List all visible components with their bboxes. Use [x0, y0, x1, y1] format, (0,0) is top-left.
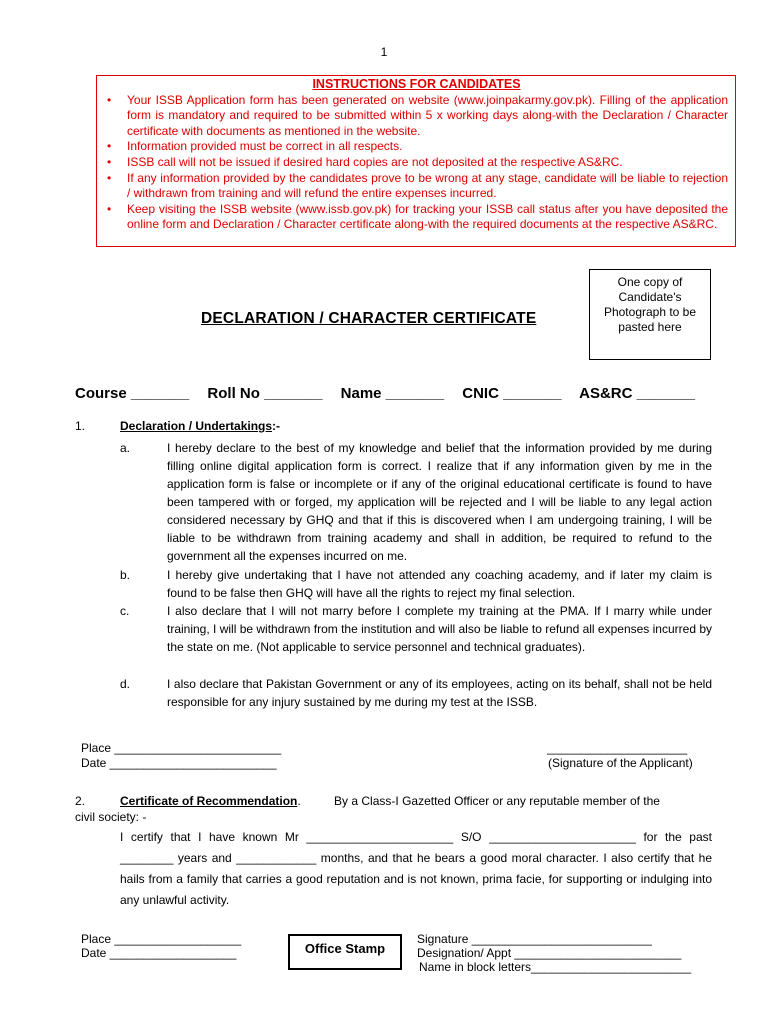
bullet-icon: •: [107, 201, 112, 216]
date-field[interactable]: Date _________________________: [81, 756, 277, 770]
instruction-item: • ISSB call will not be issued if desired hard copies are not deposited at the respective AS&RC.: [107, 154, 623, 169]
asrc-field[interactable]: AS&RC _______: [579, 385, 696, 402]
photo-box: One copy of Candidate's Photograph to be pasted here: [589, 269, 711, 360]
page-number: 1: [380, 45, 388, 59]
declaration-item-d: d. I also declare that Pakistan Government or any of its employees, acting on its behalf, shall not be held responsible for any injury sustained by me during my test at the ISSB.: [120, 677, 712, 709]
declaration-item-a: a. I hereby declare to the best of my knowledge and belief that the information provided by me during filling online digital application form is correct. I realize that if any information given by me in the application form is false or incomplete or if any of the original educational certificate is found to have been tampered with or forged, my application will be rejected and I will be liable to any legal action considered necessary by GHQ and that if this is discovered when I am undergoing training, I will be liable to be withdrawn from training academy and shall in addition, be required to refund to the government all the expenses incurred on me.: [120, 441, 712, 563]
office-stamp-box: Office Stamp: [288, 934, 402, 970]
section-2-number: 2.: [75, 794, 86, 808]
instruction-item: • If any information provided by the candidates prove to be wrong at any stage, candidate will be liable to rejection / withdrawn from training and will refund the entire expenses incurred.: [107, 170, 728, 201]
bullet-icon: •: [107, 139, 112, 154]
instructions-list: [105, 93, 728, 233]
section-1-title: Declaration / Undertakings: [120, 419, 273, 433]
instruction-item: • Information provided must be correct in all respects.: [107, 139, 403, 154]
instructions-title: INSTRUCTIONS FOR CANDIDATES: [312, 77, 521, 91]
recommender-place-field[interactable]: Place ___________________: [81, 932, 242, 946]
page-title: DECLARATION / CHARACTER CERTIFICATE: [201, 310, 537, 327]
bullet-icon: •: [107, 92, 112, 107]
section-2-intro-line2: civil society: -: [75, 810, 147, 824]
bullet-icon: •: [107, 170, 112, 185]
course-field[interactable]: Course _______: [75, 385, 190, 402]
applicant-signature-label: (Signature of the Applicant): [548, 756, 693, 770]
declaration-item-c: c. I also declare that I will not marry before I complete my training at the PMA. If I marry while under training, I will be withdrawn from the institution and will also be liable to refund all expenses incurred by the state on me. (Not applicable to service personnel and technical graduates).: [120, 604, 712, 654]
section-2-heading: Certificate of Recommendation. By a Class-I Gazetted Officer or any reputable member of the: [120, 794, 660, 808]
applicant-signature-line[interactable]: _____________________: [547, 741, 688, 755]
candidate-fields: [75, 385, 715, 402]
roll-no-field[interactable]: Roll No _______: [207, 385, 323, 402]
recommender-date-field[interactable]: Date ___________________: [81, 946, 237, 960]
section-1-number: 1.: [75, 419, 86, 433]
instructions-box: [96, 75, 736, 247]
section-2-title: Certificate of Recommendation: [120, 794, 298, 808]
instruction-item: • Keep visiting the ISSB website (www.issb.gov.pk) for tracking your ISSB call status after you have deposited the online form and Declaration / Character certificate along-with the required documents at the respective AS&RC.: [107, 201, 728, 232]
name-field[interactable]: Name _______: [340, 385, 445, 402]
recommendation-body: I certify that I have known Mr ______________________ S/O ______________________ for the past ________ years and ____________ months, and that he bears a good moral character. I also certify that he hails from a family that carries a good reputation and is not known, prima facie, for supporting or indulging into any unlawful activity.: [120, 830, 712, 907]
declaration-item-b: b. I hereby give undertaking that I have not attended any coaching academy, and if later my claim is found to be false then GHQ will have all the rights to reject my final selection.: [120, 568, 712, 600]
recommender-block-name-field[interactable]: Name in block letters________________________: [419, 960, 692, 974]
place-field[interactable]: Place _________________________: [81, 741, 282, 755]
recommender-designation-field[interactable]: Designation/ Appt _________________________: [417, 946, 682, 960]
cnic-field[interactable]: CNIC _______: [462, 385, 562, 402]
instruction-item: • Your ISSB Application form has been generated on website (www.joinpakarmy.gov.pk). Filling of the application form is mandatory and required to be submitted within 5 x working days along-with the Declaration / Character certificate with documents as mentioned in the website.: [107, 92, 728, 138]
recommender-signature-field[interactable]: Signature ___________________________: [417, 932, 652, 946]
bullet-icon: •: [107, 154, 112, 169]
section-1-heading: Declaration / Undertakings:-: [120, 419, 281, 433]
